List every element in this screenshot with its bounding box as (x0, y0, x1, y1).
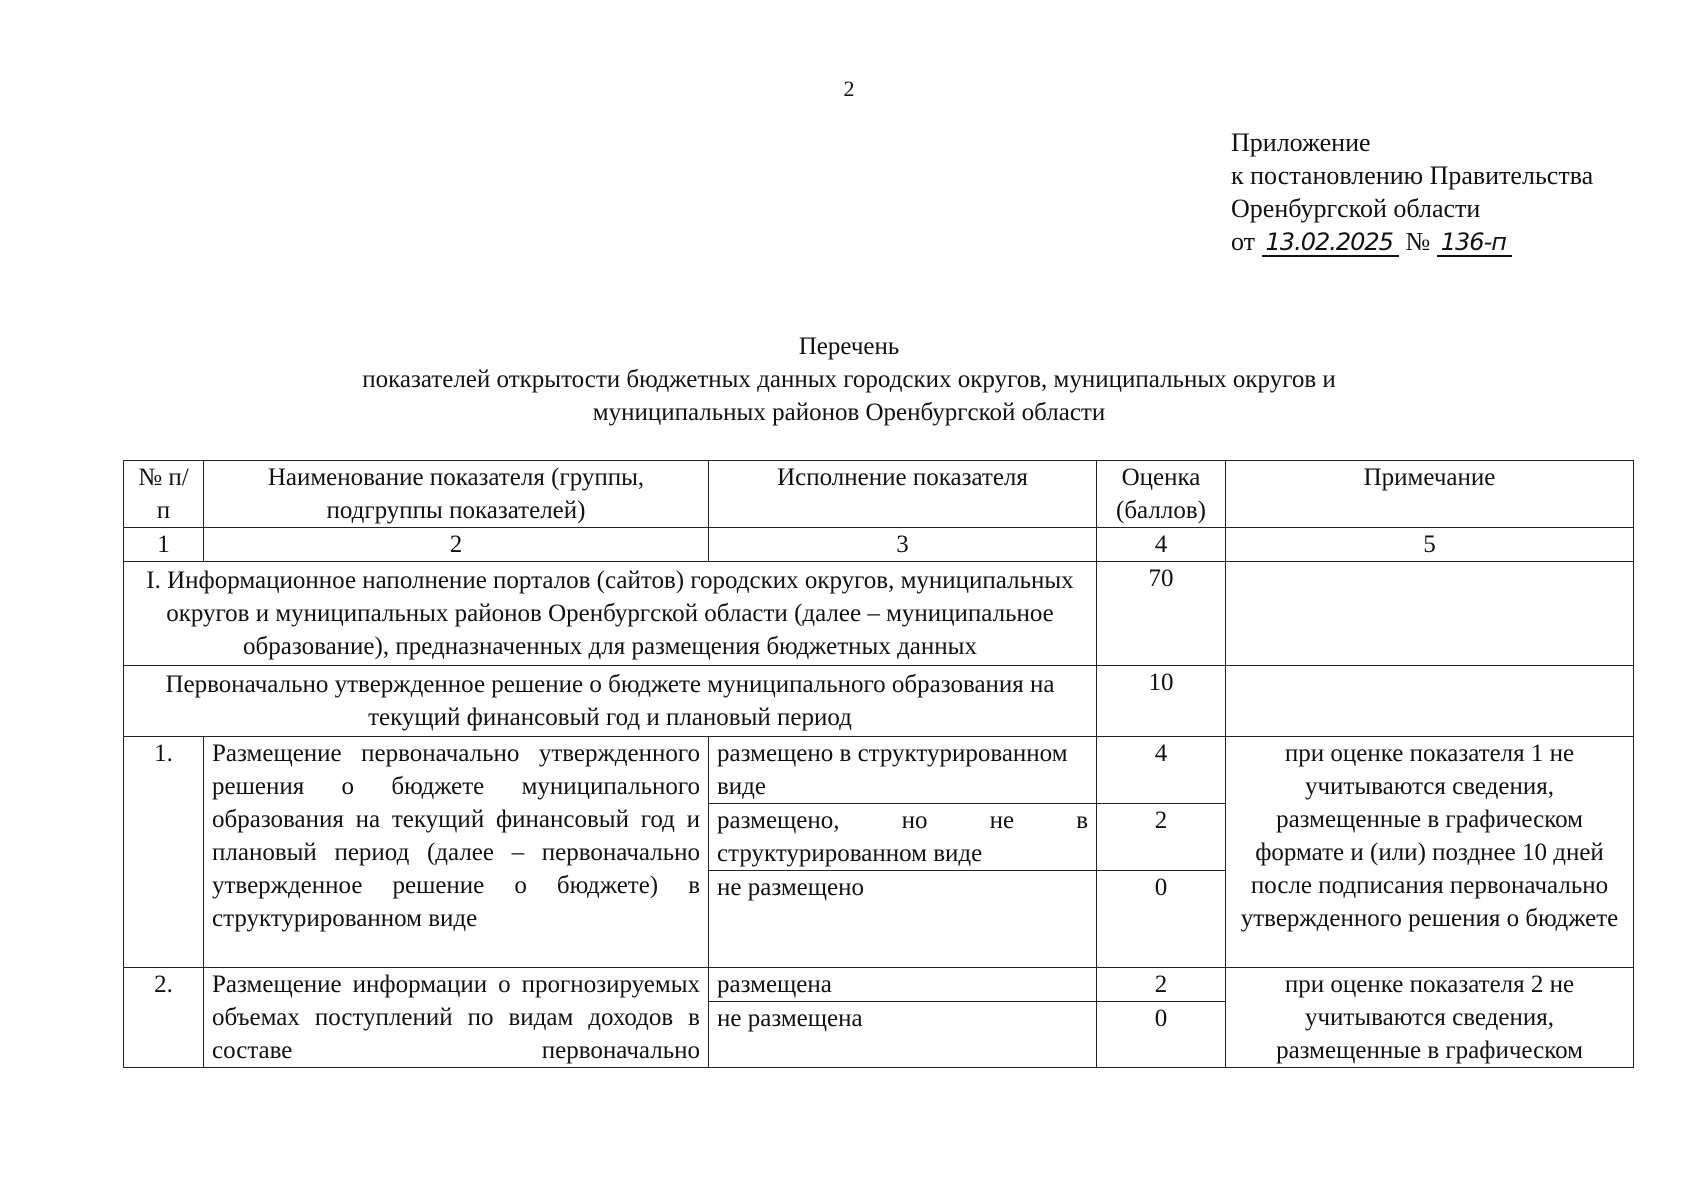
table-row (124, 737, 1634, 804)
title-line-1: Перечень (798, 333, 900, 360)
header-note: Примечание (1226, 461, 1634, 528)
row-score: 2 (1097, 804, 1226, 871)
group-title: Первоначально утвержденное решение о бюджете муниципального образования на текущий финансовый год и плановый период (124, 666, 1097, 737)
table-row (124, 968, 1634, 1002)
row-name: Размещение первоначально утвержденного решения о бюджете муниципального образования на текущий финансовый год и плановый период (далее – первоначально утвержденное решение о бюджете) в структурированном виде (204, 737, 709, 968)
row-note: при оценке показателя 1 не учитываются сведения, размещенные в графическом формате и (или) позднее 10 дней после подписания первоначально утвержденного решения о бюджете (1226, 737, 1634, 968)
row-execution: размещено в структурированном виде (709, 737, 1097, 804)
row-num: 2. (124, 968, 204, 1068)
appendix-line-3: Оренбургской области (1231, 194, 1481, 223)
row-execution: не размещено (709, 871, 1097, 968)
col-number: 4 (1097, 528, 1226, 562)
col-number: 1 (124, 528, 204, 562)
col-number: 3 (709, 528, 1097, 562)
appendix-line-4 (1231, 225, 1593, 258)
appendix-block (1231, 126, 1593, 258)
appendix-line-2: к постановлению Правительства (1231, 161, 1594, 190)
header-num: № п/п (124, 461, 204, 528)
group-score: 10 (1097, 666, 1226, 737)
column-numbers-row (124, 528, 1634, 562)
section-title: I. Информационное наполнение порталов (сайтов) городских округов, муниципальных округов и муниципальных районов Оренбургской области (далее – муниципальное образование), предназначенных для размещения бюджетных данных (124, 562, 1097, 666)
title-line-2: показателей открытости бюджетных данных городских округов, муниципальных округов и (362, 366, 1336, 393)
section-row (124, 562, 1634, 666)
row-num: 1. (124, 737, 204, 968)
table-header-row (124, 461, 1634, 528)
row-execution: размещена (709, 968, 1097, 1002)
row-score: 4 (1097, 737, 1226, 804)
page-number: 2 (843, 76, 855, 101)
section-note (1226, 562, 1634, 666)
date-prefix: от (1231, 227, 1256, 256)
row-execution: размещено, но не в структурированном виде (709, 804, 1097, 871)
header-execution: Исполнение показателя (709, 461, 1097, 528)
indicators-table (123, 460, 1634, 1068)
row-execution: не размещена (709, 1002, 1097, 1068)
header-name: Наименование показателя (группы, подгруппы показателей) (204, 461, 709, 528)
col-number: 5 (1226, 528, 1634, 562)
handwritten-number: 136-п (1437, 230, 1512, 257)
handwritten-date: 13.02.2025 (1262, 230, 1399, 257)
row-name: Размещение информации о прогнозируемых объемах поступлений по видам доходов в составе первоначально (204, 968, 709, 1068)
row-score: 2 (1097, 968, 1226, 1002)
row-score: 0 (1097, 1002, 1226, 1068)
appendix-line-1: Приложение (1231, 128, 1371, 157)
group-note (1226, 666, 1634, 737)
title-line-3: муниципальных районов Оренбургской области (592, 399, 1106, 426)
row-score: 0 (1097, 871, 1226, 968)
row-note: при оценке показателя 2 не учитываются сведения, размещенные в графическом (1226, 968, 1634, 1068)
col-number: 2 (204, 528, 709, 562)
section-score: 70 (1097, 562, 1226, 666)
header-score: Оценка (баллов) (1097, 461, 1226, 528)
document-title (0, 330, 1698, 429)
number-prefix: № (1405, 227, 1431, 256)
group-row (124, 666, 1634, 737)
